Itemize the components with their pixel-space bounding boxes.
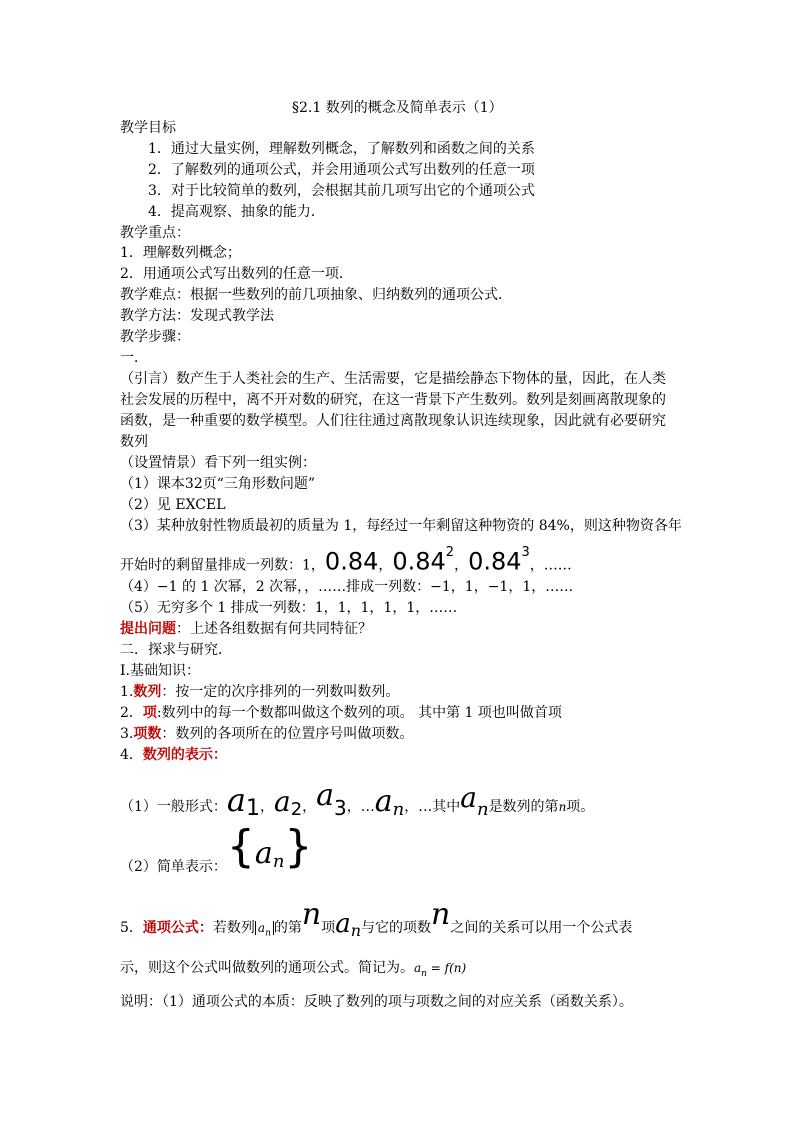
formula-text: 与它的项数 [361, 920, 432, 936]
variable-n: n [558, 800, 567, 814]
term-a: a [335, 909, 351, 939]
goal-item: 3．对于比较简单的数列，会根据其前几项写出它的个通项公式 [148, 183, 535, 199]
subscript: 1 [246, 795, 260, 821]
exponent: 2 [445, 545, 455, 560]
separator: ， [260, 799, 274, 815]
simple-form-line [120, 821, 313, 885]
formula-text: 项 [321, 920, 336, 936]
goal-item: 4．提高观察、抽象的能力． [148, 204, 325, 220]
formula-line-2 [120, 958, 466, 984]
definition-number: 3. [120, 726, 134, 742]
definition-representation [120, 745, 227, 765]
example-5: （5）无穷多个 1 排成一列数：1，1，1，1，1，…… [120, 600, 458, 616]
term-a: a [414, 961, 422, 975]
term-a: a [374, 784, 393, 819]
definition-index [120, 724, 413, 744]
term-a: a [254, 836, 273, 871]
definition-number: 2． [120, 705, 143, 721]
exponent: 3 [521, 545, 530, 560]
term-sequence: 数列 [133, 684, 162, 700]
variable-n: n [431, 897, 451, 932]
definition-text: ：数列的各项所在的位置序号叫做项数。 [161, 726, 414, 742]
ellipsis: … [360, 799, 375, 815]
focus-heading: 教学重点： [120, 225, 190, 241]
example-1: （1）课本32页“三角形数问题” [120, 476, 316, 492]
term-a: a [274, 785, 291, 818]
example-3: （3）某种放射性物质最初的质量为 1，每经过一年剩留这种物资的 84%，则这种物资各年 [120, 518, 682, 534]
term-a: a [460, 781, 477, 814]
general-form-tail: 项。 [566, 799, 595, 815]
definition-text: ：按一定的次序排列的一列数叫数列。 [161, 684, 400, 700]
formula-equation: = f(n) [426, 961, 467, 975]
term-representation: 数列的表示： [142, 747, 227, 763]
note-text: 说明：（1）通项公式的本质：反映了数列的项与项数之间的对应关系（函数关系）。 [120, 994, 633, 1010]
focus-item: 1．理解数列概念； [120, 245, 241, 261]
general-form-tail: 是数列的第 [488, 799, 559, 815]
example-2: （2）见 EXCEL [120, 497, 226, 513]
example-4: （4）−1 的 1 次幂，2 次幂，，……排成一列数：−1，1，−1，1，…… [120, 579, 574, 595]
term-item: 项 [142, 705, 157, 721]
definition-number: 1. [120, 684, 134, 700]
simple-form-label: （2）简单表示： [120, 859, 227, 875]
term-a: a [257, 921, 266, 935]
separator: ， [378, 557, 393, 574]
formula-text: 之间的关系可以用一个公式表 [450, 920, 633, 936]
subscript: 3 [334, 795, 347, 820]
general-form-line [120, 780, 594, 830]
formula-text: 的第 [273, 920, 302, 936]
intro-line: 社会发展的历程中，离不开对数的研究，在这一背景下产生数列。数列是刻画离散现象的 [120, 392, 666, 408]
variable-n: n [301, 897, 322, 932]
goals-heading: 教学目标 [120, 120, 176, 136]
scenario-heading: （设置情景）看下列一组实例： [120, 455, 316, 471]
definition-sequence [120, 682, 399, 702]
term-formula: 通项公式： [142, 920, 213, 936]
subscript: n [272, 850, 285, 872]
section-two-heading: 二．探求与研究． [120, 642, 232, 658]
subscript: n [476, 798, 489, 820]
goal-item: 1．通过大量实例，理解数列概念，了解数列和函数之间的关系 [148, 141, 535, 157]
right-brace: } [284, 821, 313, 872]
difficulty-text: 教学难点：根据一些数列的前几项抽象、归纳数列的通项公式． [120, 287, 512, 303]
intro-line: （引言）数产生于人类社会的生产、生活需要，它是描绘静态下物体的量，因此，在人类 [120, 371, 666, 387]
question-line [120, 619, 372, 639]
term-a: a [316, 778, 335, 813]
definition-number: 5． [120, 920, 143, 936]
term-a: a [226, 781, 246, 819]
subscript: n [265, 928, 271, 939]
question-label: 提出问题 [120, 621, 176, 637]
separator: ， [454, 557, 469, 574]
left-brace: { [226, 821, 255, 872]
small-sequence-notation [255, 921, 274, 939]
basics-heading: Ⅰ.基础知识： [120, 663, 200, 679]
sequence-term: 0.84 [392, 547, 446, 576]
focus-item: 2．用通项公式写出数列的任意一项． [120, 266, 353, 282]
intro-line: 函数，是一种重要的数学模型。人们往往通过离散现象认识连续现象，因此就有必要研究 [120, 413, 666, 429]
sequence-tail: ，…… [529, 557, 572, 574]
example-3-sequence [120, 545, 572, 579]
subscript: n [350, 920, 362, 940]
general-form-label: （1）一般形式： [120, 799, 227, 815]
steps-heading: 教学步骤： [120, 329, 190, 345]
sequence-term: 0.84 [324, 547, 379, 576]
page-title: §2.1 数列的概念及简单表示（1） [292, 100, 503, 116]
sequence-term: 0.84 [468, 547, 522, 576]
question-text: ：上述各组数据有何共同特征？ [176, 621, 372, 637]
goal-item: 2．了解数列的通项公式，并会用通项公式写出数列的任意一项 [148, 162, 535, 178]
separator: ， [302, 799, 317, 815]
subscript: 2 [290, 798, 303, 820]
formula-text: 示，则这个公式叫做数列的通项公式。简记为。 [120, 960, 414, 976]
definition-number: 4． [120, 747, 143, 763]
subscript: n [421, 968, 427, 979]
method-text: 教学方法：发现式教学法 [120, 308, 274, 324]
section-one-heading: 一． [120, 350, 148, 366]
term-index: 项数 [133, 726, 162, 742]
definition-text: :数列中的每一个数都叫做这个数列的项。 其中第 1 项也叫做首项 [156, 705, 562, 721]
intro-line: 数列 [120, 434, 148, 450]
example-3-lead: 开始时的剩留量排成一列数：1， [120, 557, 325, 574]
subscript: n [392, 798, 405, 820]
separator: ， [346, 799, 361, 815]
formula-text: 若数列 [212, 920, 255, 936]
definition-term [120, 703, 562, 723]
formula-line [120, 897, 633, 950]
general-form-mid: ，…其中 [404, 799, 461, 815]
